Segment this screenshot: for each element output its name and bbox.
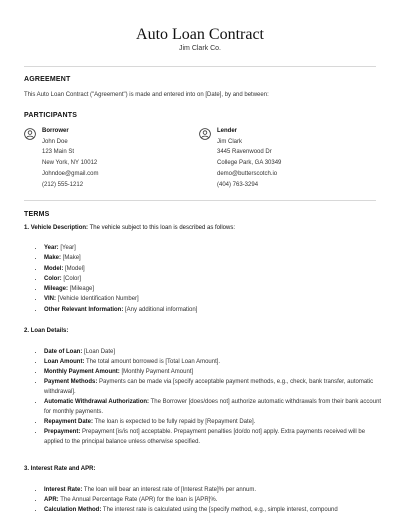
borrower-block (42, 126, 98, 190)
section-3-title: Interest Rate and APR: (30, 466, 96, 472)
lender-person-icon (199, 128, 211, 140)
agreement-heading: AGREEMENT (24, 76, 71, 83)
borrower-label: Borrower (42, 128, 69, 134)
list-item: • Prepayment: Prepayment [is/is not] acceptable. Prepayment penalties [do/do not] apply. Extra payments received will be applied to the principal balance unless otherwise specified. (44, 427, 386, 447)
list-item: • Loan Amount: The total amount borrowed is [Total Loan Amount]. (44, 357, 386, 367)
lender-email: demo@butterscotch.io (217, 170, 278, 177)
agreement-text: This Auto Loan Contract ("Agreement") is made and entered into on [Date], by and between: (24, 92, 269, 98)
list-item: • Automatic Withdrawal Authorization: The Borrower [does/does not] authorize automatic withdrawals from their bank account for monthly payments. (44, 397, 386, 417)
divider (24, 66, 376, 67)
company-name: Jim Clark Co. (178, 45, 221, 52)
section-1-title: Vehicle Description: (30, 225, 89, 231)
document-title: Auto Loan Contract (136, 26, 264, 43)
section-3-heading (24, 466, 95, 472)
borrower-email: Johndoe@gmail.com (42, 170, 99, 177)
participants-heading: PARTICIPANTS (24, 112, 78, 119)
list-item: • Payment Methods: Payments can be made via [specify acceptable payment methods, e.g., check, bank transfer, automatic withdrawal]. (44, 377, 386, 397)
list-item: • Color: [Color] (44, 274, 386, 284)
loan-details-list (34, 347, 386, 447)
list-item: • Monthly Payment Amount: [Monthly Payment Amount] (44, 367, 386, 377)
lender-phone: (404) 763-3294 (217, 181, 259, 188)
list-item: • Interest Rate: The loan will bear an interest rate of [Interest Rate]% per annum. (44, 485, 386, 495)
divider (24, 200, 376, 201)
list-item: • Date of Loan: [Loan Date] (44, 347, 386, 357)
lender-block (217, 126, 281, 190)
list-item: • Year: [Year] (44, 243, 386, 253)
terms-heading: TERMS (24, 211, 50, 218)
list-item: • Model: [Model] (44, 264, 386, 274)
lender-address-line2: College Park, GA 30349 (217, 160, 282, 167)
list-item: • Repayment Date: The loan is expected to be fully repaid by [Repayment Date]. (44, 417, 386, 427)
borrower-name: John Doe (42, 138, 68, 145)
borrower-phone: (212) 555-1212 (42, 181, 84, 188)
lender-name: Jim Clark (217, 138, 242, 145)
section-1-heading (24, 225, 235, 231)
borrower-address-line2: New York, NY 10012 (42, 160, 98, 167)
list-item: • Other Relevant Information: [Any additional information] (44, 305, 386, 315)
borrower-address-line1: 123 Main St (42, 149, 75, 156)
section-2-heading (24, 328, 68, 334)
section-1-text: The vehicle subject to this loan is described as follows: (89, 225, 236, 231)
interest-rate-list (34, 485, 386, 515)
list-item: • Make: [Make] (44, 253, 386, 263)
borrower-person-icon (24, 128, 36, 140)
vehicle-description-list (34, 243, 386, 315)
section-1-number: 1. (24, 225, 30, 231)
section-3-number: 3. (24, 466, 30, 472)
list-item: • Mileage: [Mileage] (44, 284, 386, 294)
list-item: • Calculation Method: The interest rate is calculated using the [specify method, e.g., simple interest, compound (44, 505, 386, 515)
section-2-number: 2. (24, 328, 30, 334)
lender-label: Lender (217, 128, 238, 134)
section-2-title: Loan Details: (30, 328, 69, 334)
list-item: • VIN: [Vehicle Identification Number] (44, 294, 386, 304)
list-item: • APR: The Annual Percentage Rate (APR) for the loan is [APR]%. (44, 495, 386, 505)
lender-address-line1: 3445 Ravenwood Dr (217, 149, 272, 156)
